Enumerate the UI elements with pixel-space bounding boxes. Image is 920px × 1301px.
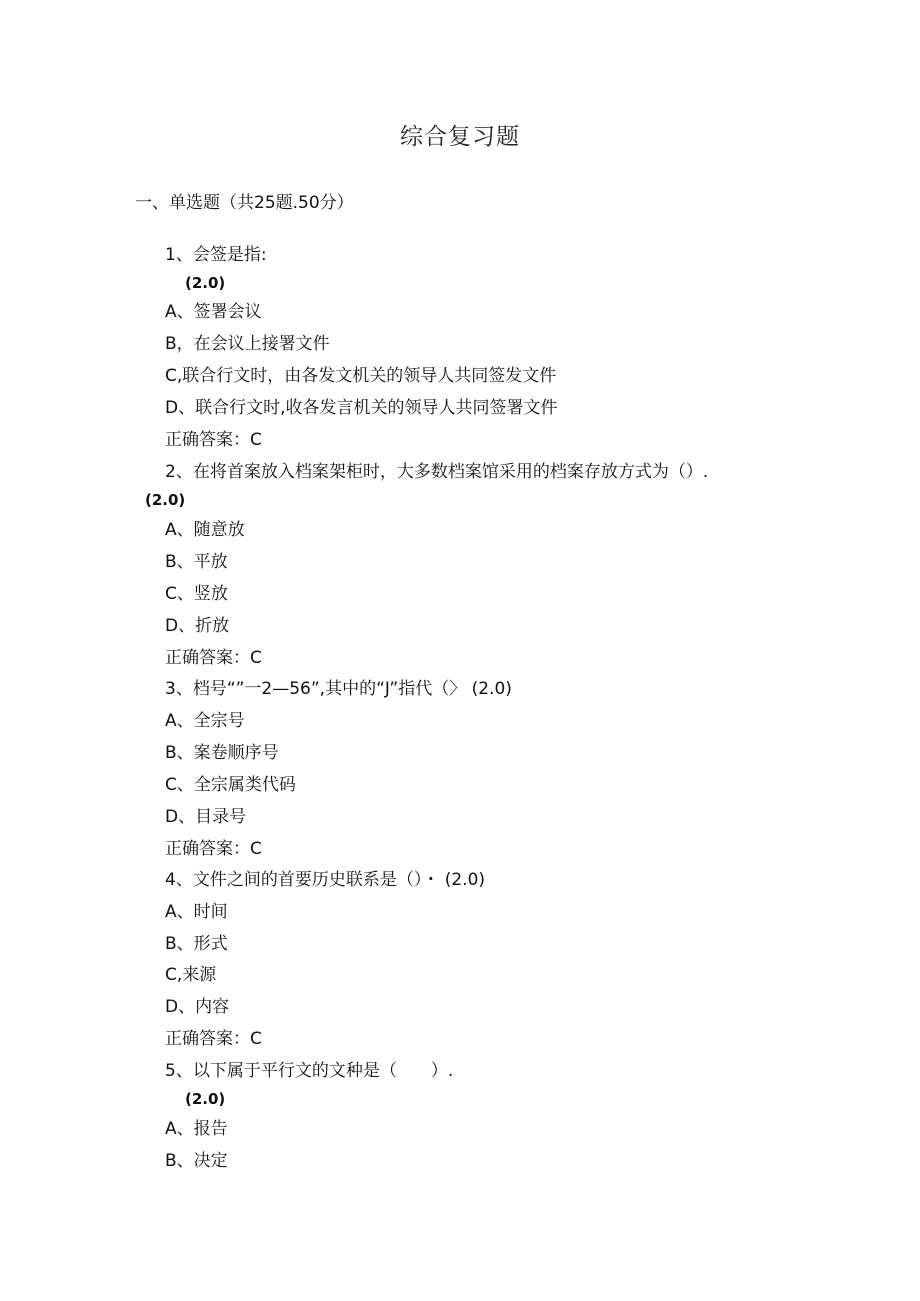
option-line: B、决定 bbox=[165, 1151, 228, 1171]
option-line: B、形式 bbox=[165, 934, 228, 954]
option-line: A、报告 bbox=[165, 1119, 228, 1139]
question-line: 4、文件之间的首要历史联系是（）・ (2.0) bbox=[165, 870, 486, 890]
option-line: D、目录号 bbox=[165, 807, 247, 827]
answer-line: 正确答案：C bbox=[165, 839, 262, 859]
option-line: D、折放 bbox=[165, 616, 230, 636]
option-line: C,来源 bbox=[165, 965, 217, 985]
option-line: A、随意放 bbox=[165, 520, 245, 540]
score-line: (2.0) bbox=[185, 274, 226, 292]
option-line: B、平放 bbox=[165, 552, 228, 572]
score-line: (2.0) bbox=[145, 491, 186, 509]
question-line: 5、以下属于平行文的文种是（ ）. bbox=[165, 1061, 454, 1081]
section-heading: 一、单选题（共25题.50分） bbox=[135, 193, 354, 213]
option-line: B、案卷顺序号 bbox=[165, 743, 279, 763]
question-line: 3、档号“”一2—56”,其中的“J”指代（〉 (2.0) bbox=[165, 679, 512, 699]
option-line: D、内容 bbox=[165, 997, 230, 1017]
option-line: C,联合行文时，由各发文机关的领导人共同签发文件 bbox=[165, 366, 557, 386]
question-line: 1、会签是指: bbox=[165, 245, 267, 265]
option-line: B，在会议上接署文件 bbox=[165, 334, 330, 354]
option-line: C、竖放 bbox=[165, 584, 228, 604]
score-line: (2.0) bbox=[185, 1090, 226, 1108]
option-line: A、签署会议 bbox=[165, 302, 262, 322]
option-line: D、联合行文时,收各发言机关的领导人共同签署文件 bbox=[165, 398, 558, 418]
question-line: 2、在将首案放入档案架柜时，大多数档案馆采用的档案存放方式为（）. bbox=[165, 462, 709, 482]
option-line: C、全宗属类代码 bbox=[165, 775, 296, 795]
option-line: A、全宗号 bbox=[165, 711, 245, 731]
document-title: 综合复习题 bbox=[400, 124, 520, 150]
answer-line: 正确答案：C bbox=[165, 648, 262, 668]
answer-line: 正确答案：C bbox=[165, 430, 262, 450]
option-line: A、时间 bbox=[165, 902, 228, 922]
answer-line: 正确答案：C bbox=[165, 1029, 262, 1049]
